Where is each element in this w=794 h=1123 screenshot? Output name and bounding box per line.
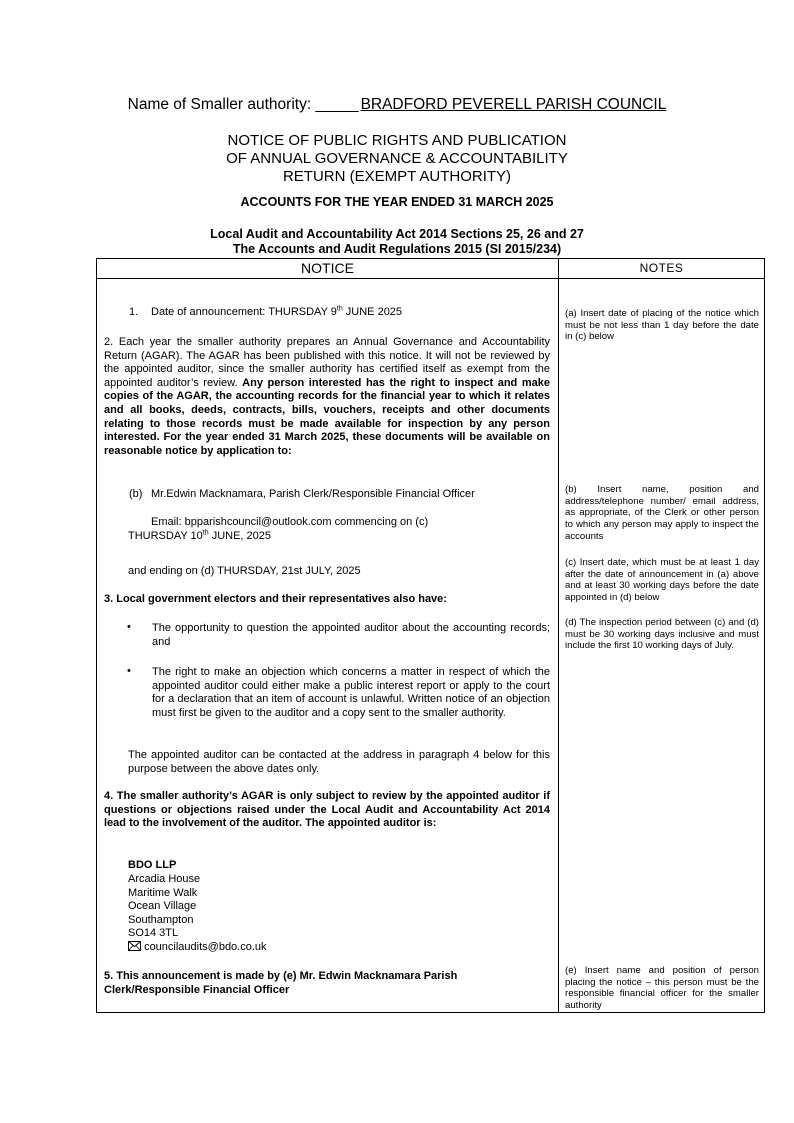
auditor-email: councilaudits@bdo.co.uk: [144, 941, 267, 953]
address-line-5: SO14 3TL: [128, 927, 179, 940]
legislation-lines: [0, 227, 794, 257]
note-b: (b) Insert name, position and address/telephone number/ email address, as appropriate, of the Clerk or other person to which any person may apply to inspect the accounts: [565, 484, 759, 542]
bullet-question-auditor: The opportunity to question the appointed auditor about the accounting records; and: [152, 622, 550, 648]
address-line-4: Southampton: [128, 913, 194, 926]
auditor-address: [128, 873, 428, 941]
bullet-dot-icon: •: [127, 621, 131, 633]
authority-label: Name of Smaller authority: _____: [127, 96, 359, 113]
contact-label: (b): [129, 488, 143, 500]
legislation-line-2: The Accounts and Audit Regulations 2015 (SI 2015/234): [232, 242, 562, 256]
announcement-date-sup: th: [336, 305, 343, 313]
address-line-2: Maritime Walk: [128, 886, 198, 899]
note-a: (a) Insert date of placing of the notice which must be not less than 1 day before the date in (c) below: [565, 308, 759, 343]
bullet-objection: The right to make an objection which concerns a matter in respect of which the appointed auditor could either make a public interest report or apply to the court for a declaration that an item of account is unlawful. Written notice of an objection must first be given to the auditor and a copy sent to the smaller authority.: [152, 666, 550, 719]
start-date-sup: th: [202, 529, 209, 537]
announcement-date-text: Date of announcement: THURSDAY 9: [151, 306, 337, 318]
inspection-end-date: and ending on (d) THURSDAY, 21st JULY, 2025: [128, 565, 361, 577]
notice-title: [0, 132, 794, 186]
notice-column-header: NOTICE: [301, 260, 354, 276]
title-line-2: OF ANNUAL GOVERNANCE & ACCOUNTABILITY: [226, 150, 568, 167]
authority-name: BRADFORD PEVERELL PARISH COUNCIL: [360, 96, 667, 113]
announcement-date: [151, 306, 551, 320]
auditor-email-line: [128, 941, 428, 955]
paragraph-5: 5. This announcement is made by (e) Mr. Edwin Macknamara Parish Clerk/Responsible Financial Officer: [104, 970, 458, 996]
notes-column-header: NOTES: [639, 261, 684, 275]
column-divider: [558, 259, 559, 1012]
legislation-line-1: Local Audit and Accountability Act 2014 Sections 25, 26 and 27: [210, 227, 584, 241]
paragraph-2-bold: Any person interested has the right to inspect and make copies of the AGAR, the accounting records for the financial year to which it relates and all books, deeds, contracts, bills, vouchers, receipts and other documents relating to those records must be made available for inspection by any person interested. For the year ended 31 March 2025, these documents will be available on reasonable notice by application to:: [104, 376, 551, 457]
header-divider: [97, 278, 764, 279]
contact-name: Mr.Edwin Macknamara, Parish Clerk/Responsible Financial Officer: [151, 488, 475, 500]
paragraph-2: [104, 336, 550, 458]
auditor-name: BDO LLP: [128, 859, 177, 871]
authority-line: [0, 96, 794, 114]
auditor-contact-note: The appointed auditor can be contacted at the address in paragraph 4 below for this purpose between the above dates only.: [128, 749, 550, 775]
address-line-1: Arcadia House: [128, 873, 201, 885]
inspection-start-date: [128, 530, 528, 544]
envelope-icon: [128, 941, 141, 951]
note-c: (c) Insert date, which must be at least 1 day after the date of announcement in (a) above and at least 30 working days before the date appointed in (d) below: [565, 557, 759, 604]
paragraph-3: 3. Local government electors and their representatives also have:: [104, 593, 447, 605]
accounts-year-line: ACCOUNTS FOR THE YEAR ENDED 31 MARCH 2025: [240, 195, 554, 209]
start-date-text: THURSDAY 10: [128, 530, 203, 542]
item1-number: 1.: [129, 306, 139, 318]
announcement-date-month: JUNE 2025: [342, 306, 403, 318]
title-line-1: NOTICE OF PUBLIC RIGHTS AND PUBLICATION: [227, 132, 567, 149]
start-date-month: JUNE, 2025: [208, 530, 272, 542]
note-d: (d) The inspection period between (c) and (d) must be 30 working days inclusive and must include the first 10 working days of July.: [565, 617, 759, 652]
notice-table: [96, 258, 765, 1013]
paragraph-4: 4. The smaller authority’s AGAR is only subject to review by the appointed auditor if questions or objections raised under the Local Audit and Accountability Act 2014 lead to the involvement of the auditor. The appointed auditor is:: [104, 790, 550, 830]
note-e: (e) Insert name and position of person placing the notice – this person must be the responsible financial officer for the smaller authority: [565, 965, 759, 1012]
bullet-dot-icon: •: [127, 665, 131, 677]
paragraph-2-plain: 2. Each year the smaller authority prepares an Annual Governance and Accountability Return (AGAR). The AGAR has been published with this notice. It will not be reviewed by the appointed auditor, since the smaller authority has certified itself as exempt from the appointed auditor’s review.: [104, 336, 550, 389]
contact-email: Email: bpparishcouncil@outlook.com commencing on (c): [151, 516, 429, 528]
title-line-3: RETURN (EXEMPT AUTHORITY): [282, 168, 512, 185]
address-line-3: Ocean Village: [128, 900, 197, 913]
